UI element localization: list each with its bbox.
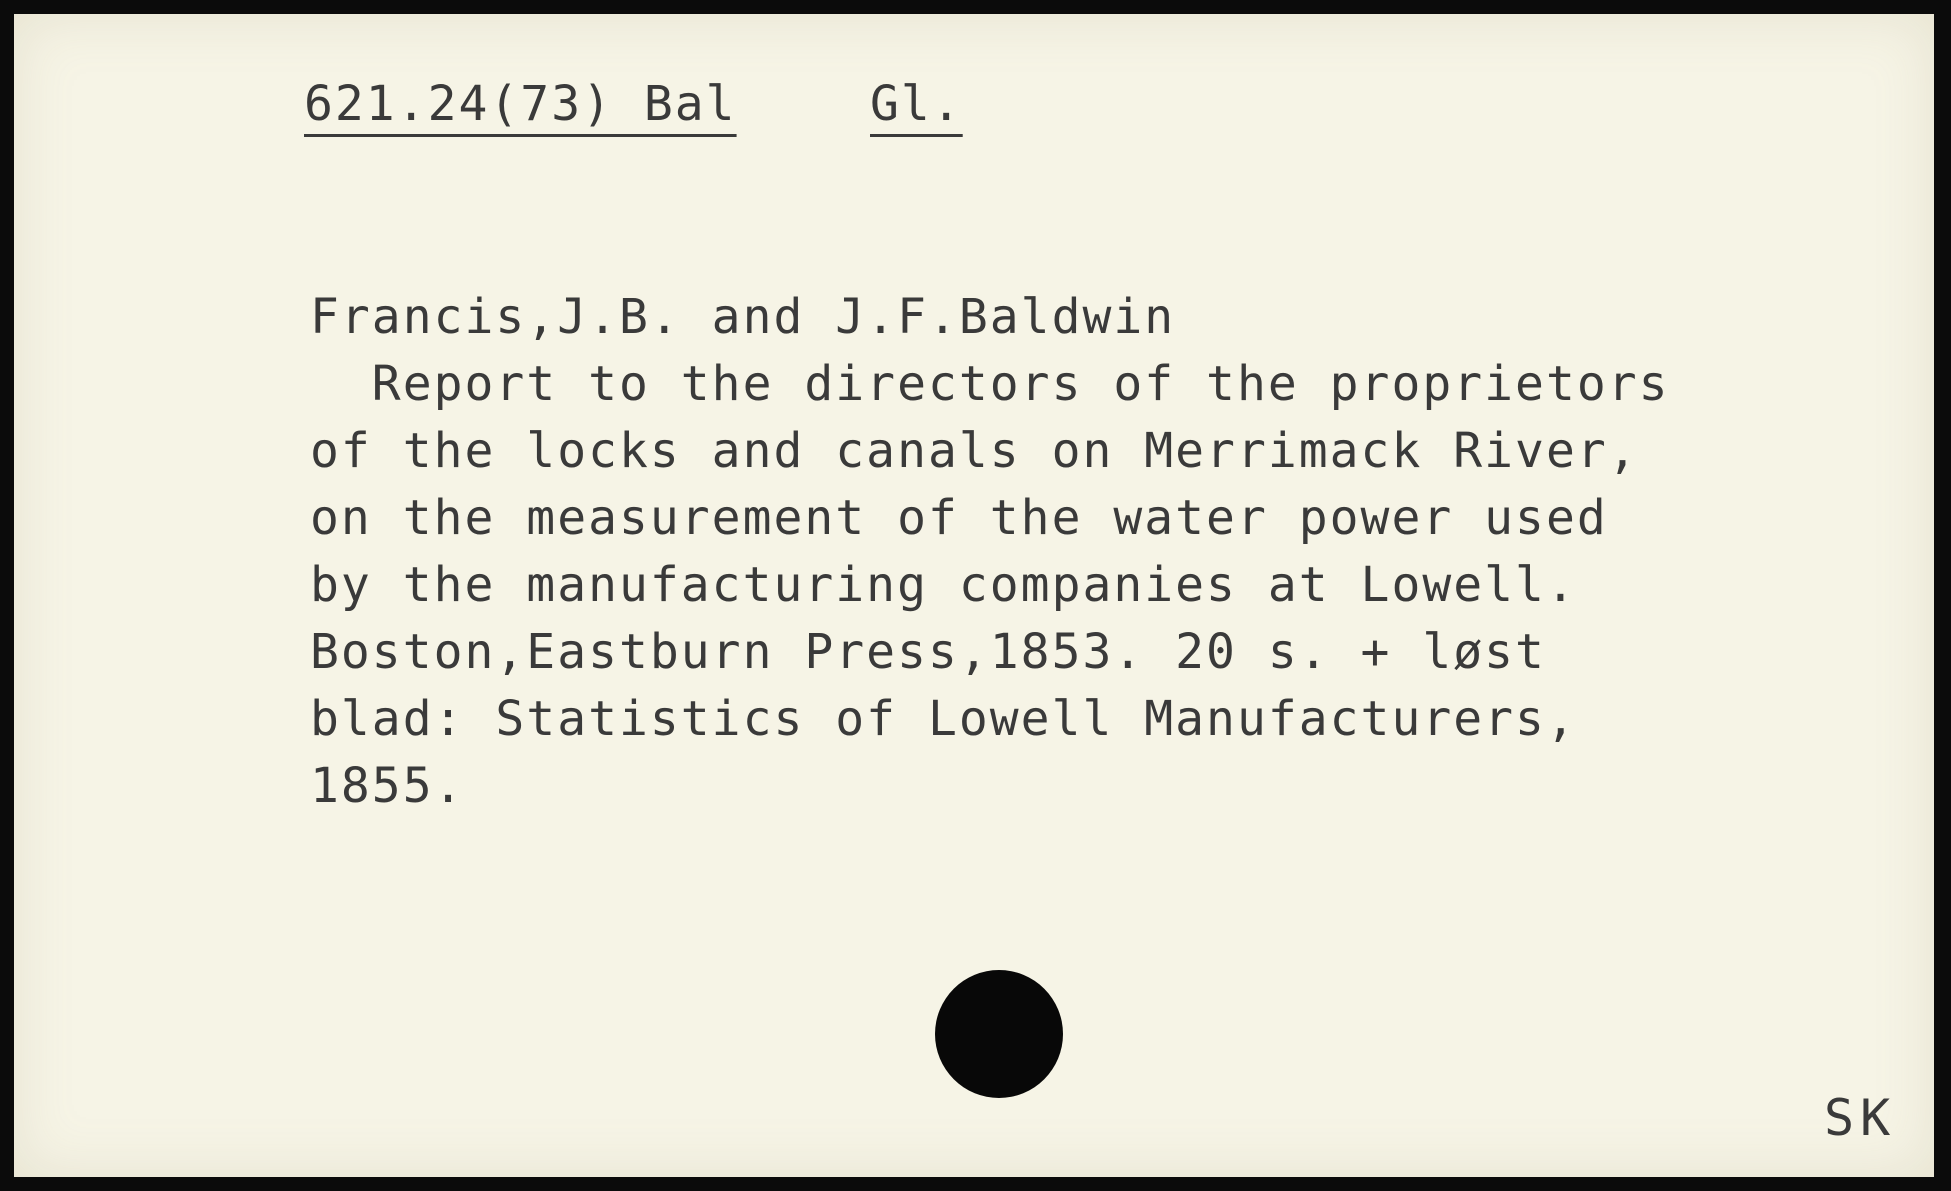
entry-line: Boston,Eastburn Press,1853. 20 s. + løst — [310, 624, 1546, 680]
entry-line: on the measurement of the water power used — [310, 490, 1608, 546]
author-line: Francis,J.B. and J.F.Baldwin — [310, 289, 1176, 345]
entry-line: Report to the directors of the proprietors — [310, 356, 1670, 412]
bibliographic-entry — [310, 284, 1910, 820]
location-code: Gl. — [870, 76, 963, 132]
cataloger-initials: SK — [1824, 1089, 1897, 1147]
punch-hole — [935, 970, 1063, 1098]
catalog-card — [14, 14, 1934, 1177]
call-number — [304, 76, 737, 132]
entry-line: 1855. — [310, 758, 465, 814]
entry-line: by the manufacturing companies at Lowell. — [310, 557, 1577, 613]
entry-line: blad: Statistics of Lowell Manufacturers, — [310, 691, 1577, 747]
entry-line: of the locks and canals on Merrimack River, — [310, 423, 1639, 479]
call-number-text: 621.24(73) Bal — [304, 76, 737, 132]
